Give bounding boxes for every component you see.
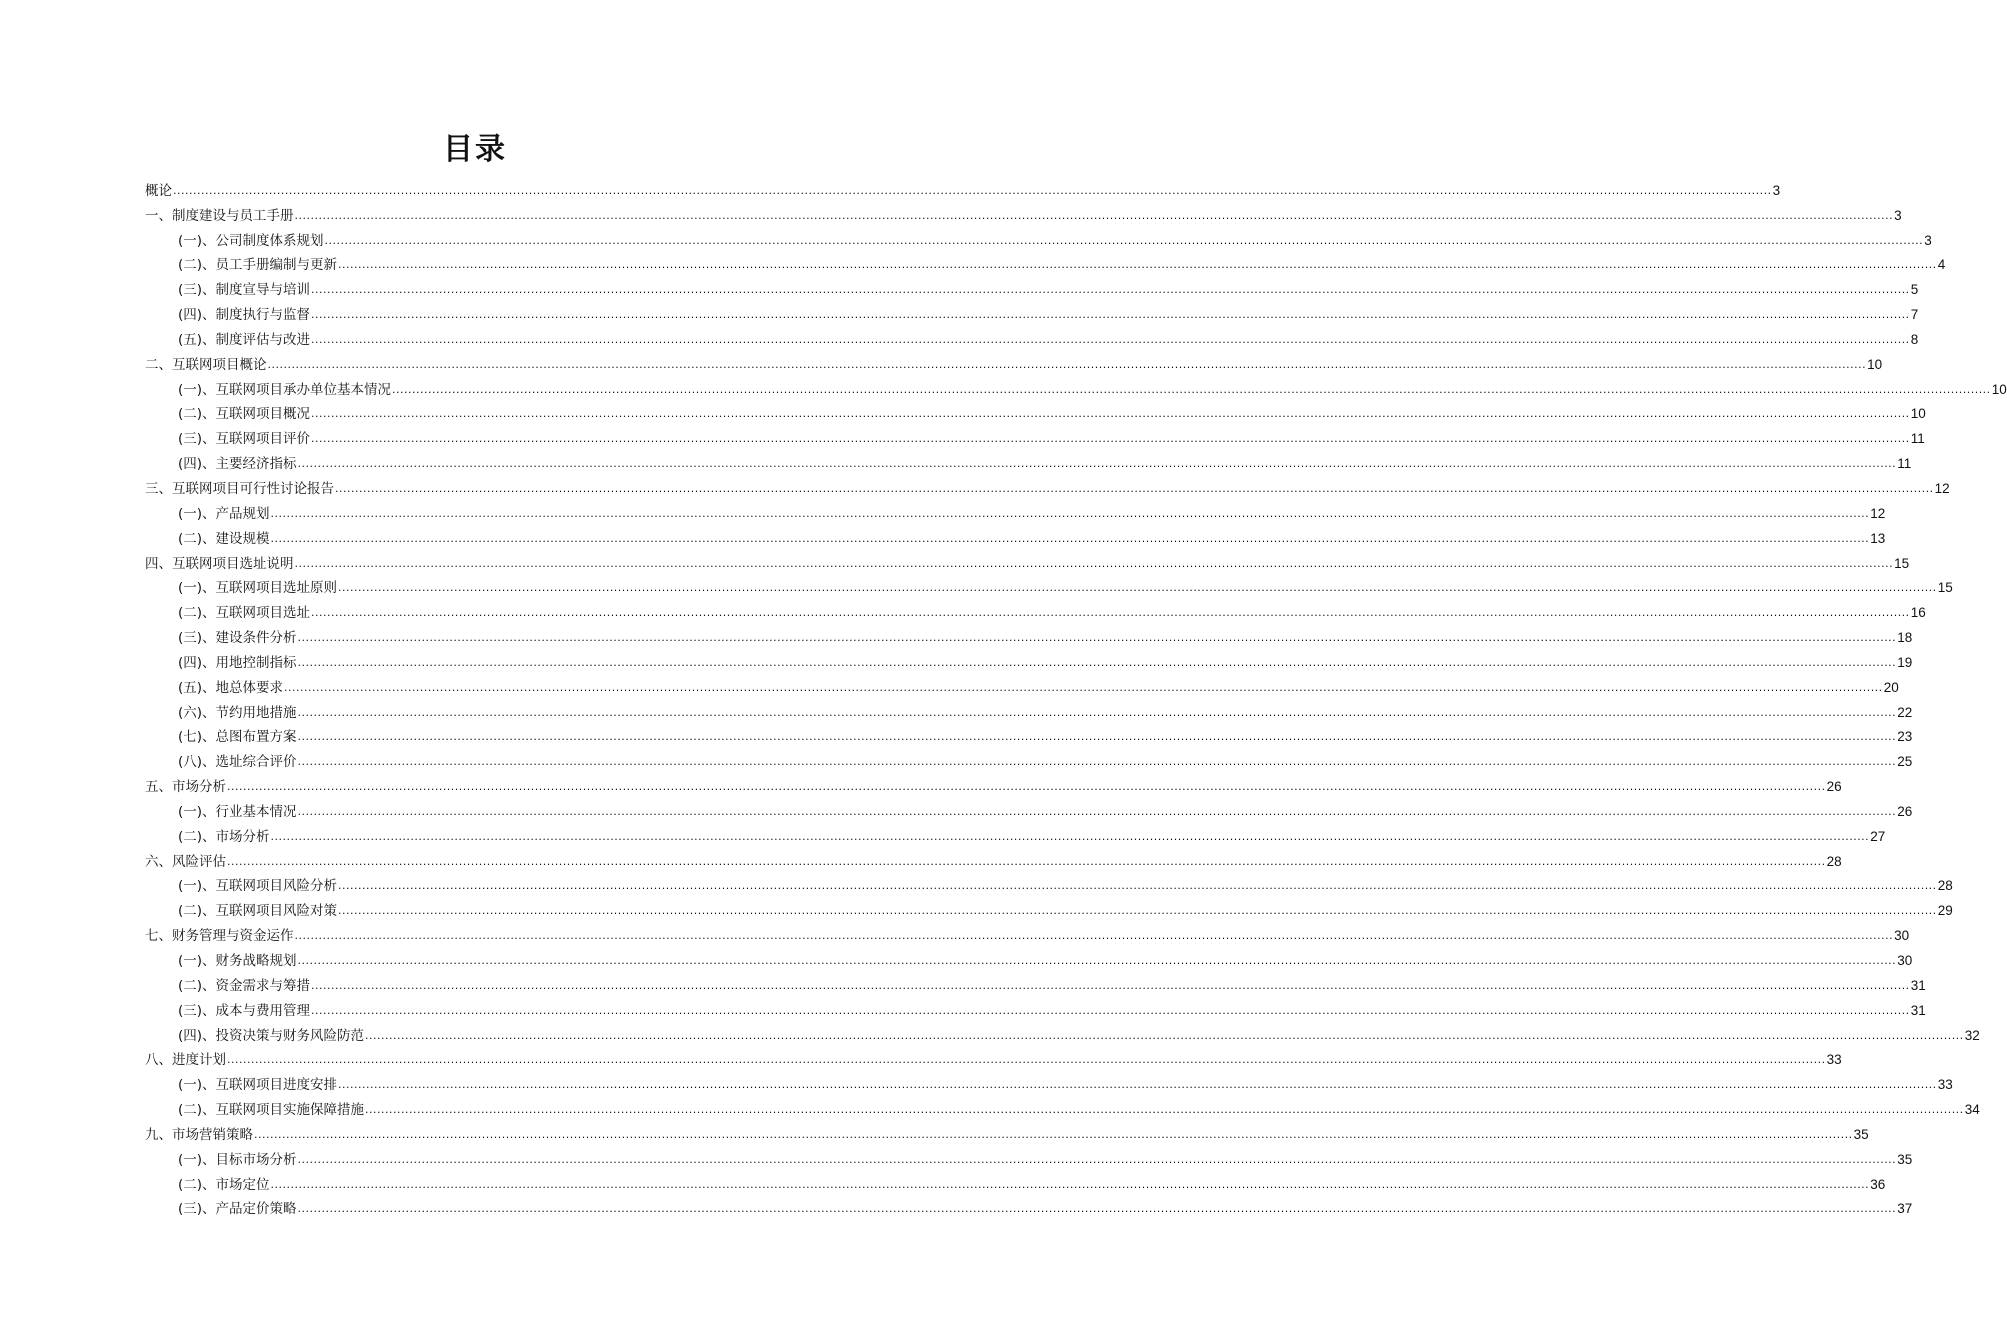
toc-entry-label: (五)、地总体要求 <box>178 679 284 696</box>
toc-entry[interactable] <box>145 746 1913 771</box>
toc-entry-label: (二)、市场定位 <box>178 1176 270 1193</box>
toc-entry-page-number: 30 <box>1894 928 1910 944</box>
toc-entry[interactable] <box>145 175 1781 200</box>
toc-entry-label: 一、制度建设与员工手册 <box>145 207 294 224</box>
toc-entry[interactable] <box>145 647 1913 672</box>
toc-dot-leader: ................................................................................................................................................................................................................................................................................................................................................................................................................ <box>311 606 1910 620</box>
toc-entry-label: 九、市场营销策略 <box>145 1126 253 1143</box>
toc-dot-leader: ................................................................................................................................................................................................................................................................................................................................................................................................................ <box>294 929 1894 943</box>
toc-entry-page-number: 19 <box>1897 654 1913 670</box>
toc-entry-label: 二、互联网项目概论 <box>145 356 267 373</box>
toc-entry-page-number: 12 <box>1870 505 1886 521</box>
toc-entry[interactable] <box>145 1020 1980 1045</box>
toc-entry[interactable] <box>145 722 1913 747</box>
toc-entry-page-number: 37 <box>1897 1201 1913 1217</box>
toc-entry-page-number: 33 <box>1826 1052 1842 1068</box>
toc-dot-leader: ................................................................................................................................................................................................................................................................................................................................................................................................................ <box>270 506 1870 520</box>
toc-entry-page-number: 23 <box>1897 729 1913 745</box>
toc-dot-leader: ................................................................................................................................................................................................................................................................................................................................................................................................................ <box>294 208 1894 222</box>
toc-entry-page-number: 4 <box>1937 257 1946 273</box>
toc-entry[interactable] <box>145 473 1950 498</box>
toc-entry-page-number: 3 <box>1924 232 1932 248</box>
toc-dot-leader: ................................................................................................................................................................................................................................................................................................................................................................................................................ <box>311 308 1910 322</box>
toc-entry[interactable] <box>145 771 1842 796</box>
toc-entry[interactable] <box>145 523 1886 548</box>
toc-entry-page-number: 32 <box>1964 1027 1980 1043</box>
toc-entry[interactable] <box>145 920 1910 945</box>
toc-entry-page-number: 16 <box>1910 605 1926 621</box>
toc-entry[interactable] <box>145 399 1926 424</box>
toc-dot-leader: ................................................................................................................................................................................................................................................................................................................................................................................................................ <box>311 432 1910 446</box>
toc-dot-leader: ................................................................................................................................................................................................................................................................................................................................................................................................................ <box>297 954 1897 967</box>
toc-entry-label: (三)、制度宣导与培训 <box>178 282 311 299</box>
toc-entry-page-number: 3 <box>1894 207 1902 223</box>
toc-entry-page-number: 3 <box>1772 182 1781 198</box>
toc-dot-leader: ................................................................................................................................................................................................................................................................................................................................................................................................................ <box>270 531 1870 545</box>
toc-entry-page-number: 28 <box>1937 878 1953 894</box>
toc-entry[interactable] <box>145 597 1926 622</box>
toc-entry-label: (三)、互联网项目评价 <box>178 431 311 448</box>
toc-entry[interactable] <box>145 1094 1980 1119</box>
toc-entry-label: 五、市场分析 <box>145 779 226 796</box>
toc-entry-page-number: 36 <box>1870 1176 1886 1192</box>
toc-entry[interactable] <box>145 821 1886 846</box>
toc-entry-label: (四)、主要经济指标 <box>178 456 297 473</box>
toc-entry[interactable] <box>145 672 1899 697</box>
toc-entry[interactable] <box>145 324 1919 349</box>
toc-entry-label: (一)、行业基本情况 <box>178 803 297 820</box>
toc-entry[interactable] <box>145 895 1953 920</box>
toc-entry-label: (一)、产品规划 <box>178 505 270 522</box>
toc-dot-leader: ................................................................................................................................................................................................................................................................................................................................................................................................................ <box>254 1127 1853 1141</box>
toc-dot-leader: ................................................................................................................................................................................................................................................................................................................................................................................................................ <box>311 407 1910 421</box>
toc-entry-page-number: 15 <box>1937 580 1953 596</box>
toc-entry-label: 六、风险评估 <box>145 853 226 870</box>
toc-entry-page-number: 20 <box>1883 679 1899 695</box>
toc-entry-label: 七、财务管理与资金运作 <box>145 928 294 945</box>
toc-entry-page-number: 18 <box>1897 630 1913 646</box>
toc-entry[interactable] <box>145 1194 1913 1219</box>
toc-dot-leader: ................................................................................................................................................................................................................................................................................................................................................................................................................ <box>311 1003 1910 1017</box>
toc-dot-leader: ................................................................................................................................................................................................................................................................................................................................................................................................................ <box>335 481 1934 495</box>
toc-entry-label: (一)、互联网项目选址原则 <box>178 580 338 597</box>
toc-dot-leader: ................................................................................................................................................................................................................................................................................................................................................................................................................ <box>297 804 1897 818</box>
toc-dot-leader: ................................................................................................................................................................................................................................................................................................................................................................................................................ <box>297 755 1897 769</box>
toc-entry-page-number: 13 <box>1870 530 1886 546</box>
toc-entry-page-number: 35 <box>1897 1151 1913 1167</box>
toc-entry-label: (二)、互联网项目风险对策 <box>178 903 338 920</box>
toc-entry-label: (一)、互联网项目承办单位基本情况 <box>178 381 392 398</box>
toc-entry-label: (一)、互联网项目风险分析 <box>178 878 338 895</box>
toc-entry-label: 三、互联网项目可行性讨论报告 <box>145 480 334 497</box>
toc-entry-page-number: 35 <box>1853 1126 1869 1142</box>
toc-entry[interactable] <box>145 573 1953 598</box>
toc-entry[interactable] <box>145 423 1925 448</box>
toc-dot-leader: ................................................................................................................................................................................................................................................................................................................................................................................................................ <box>173 183 1772 197</box>
toc-entry-page-number: 26 <box>1826 779 1842 795</box>
toc-entry[interactable] <box>145 846 1842 871</box>
toc-dot-leader: ................................................................................................................................................................................................................................................................................................................................................................................................................ <box>297 1152 1897 1166</box>
toc-dot-leader: ................................................................................................................................................................................................................................................................................................................................................................................................................ <box>365 1103 1964 1117</box>
toc-entry-label: (二)、互联网项目概况 <box>178 406 311 423</box>
toc-dot-leader: ................................................................................................................................................................................................................................................................................................................................................................................................................ <box>297 705 1897 719</box>
toc-entry[interactable] <box>145 374 2007 399</box>
toc-dot-leader: ................................................................................................................................................................................................................................................................................................................................................................................................................ <box>338 258 1937 272</box>
toc-entry-label: (一)、目标市场分析 <box>178 1151 297 1168</box>
toc-dot-leader: ................................................................................................................................................................................................................................................................................................................................................................................................................ <box>270 1177 1870 1191</box>
toc-entry-page-number: 31 <box>1910 1002 1926 1018</box>
toc-entry-page-number: 8 <box>1910 331 1919 347</box>
toc-entry[interactable] <box>145 697 1913 722</box>
toc-entry-label: (三)、产品定价策略 <box>178 1201 297 1218</box>
toc-entry-label: (二)、员工手册编制与更新 <box>178 257 338 274</box>
toc-entry-label: (二)、市场分析 <box>178 828 270 845</box>
toc-entry-page-number: 10 <box>1910 406 1926 422</box>
toc-entry[interactable] <box>145 796 1913 821</box>
toc-dot-leader: ................................................................................................................................................................................................................................................................................................................................................................................................................ <box>365 1028 1964 1042</box>
toc-dot-leader: ................................................................................................................................................................................................................................................................................................................................................................................................................ <box>294 556 1894 570</box>
toc-entry[interactable] <box>145 274 1919 299</box>
toc-dot-leader: ................................................................................................................................................................................................................................................................................................................................................................................................................ <box>227 780 1826 794</box>
toc-entry-label: (二)、互联网项目选址 <box>178 605 311 622</box>
toc-entry[interactable] <box>145 622 1913 647</box>
toc-dot-leader: ................................................................................................................................................................................................................................................................................................................................................................................................................ <box>392 382 1991 396</box>
toc-entry[interactable] <box>145 970 1926 995</box>
toc-entry[interactable] <box>145 1144 1913 1169</box>
toc-entry-label: (一)、互联网项目进度安排 <box>178 1077 338 1094</box>
toc-entry-page-number: 11 <box>1910 431 1925 447</box>
toc-entry[interactable] <box>145 1169 1886 1194</box>
toc-entry-page-number: 5 <box>1910 282 1919 298</box>
toc-entry[interactable] <box>145 871 1953 896</box>
toc-entry-page-number: 28 <box>1826 853 1842 869</box>
toc-dot-leader: ................................................................................................................................................................................................................................................................................................................................................................................................................ <box>267 357 1867 371</box>
toc-title: 目录 <box>443 132 507 167</box>
toc-entry-page-number: 22 <box>1897 704 1913 720</box>
toc-entry-label: (一)、公司制度体系规划 <box>178 232 324 249</box>
toc-dot-leader: ................................................................................................................................................................................................................................................................................................................................................................................................................ <box>311 332 1910 346</box>
toc-entry-page-number: 12 <box>1934 480 1950 496</box>
toc-entry-page-number: 29 <box>1937 903 1953 919</box>
toc-entry-label: 八、进度计划 <box>145 1052 226 1069</box>
toc-entry-page-number: 31 <box>1910 977 1926 993</box>
toc-dot-leader: ................................................................................................................................................................................................................................................................................................................................................................................................................ <box>297 1202 1897 1216</box>
toc-dot-leader: ................................................................................................................................................................................................................................................................................................................................................................................................................ <box>311 283 1910 297</box>
toc-entry-page-number: 34 <box>1964 1102 1980 1118</box>
toc-dot-leader: ................................................................................................................................................................................................................................................................................................................................................................................................................ <box>270 829 1870 843</box>
toc-dot-leader: ................................................................................................................................................................................................................................................................................................................................................................................................................ <box>338 1078 1937 1092</box>
toc-dot-leader: ................................................................................................................................................................................................................................................................................................................................................................................................................ <box>297 730 1897 744</box>
toc-dot-leader: ................................................................................................................................................................................................................................................................................................................................................................................................................ <box>297 631 1897 645</box>
toc-entry-label: (五)、制度评估与改进 <box>178 331 311 348</box>
toc-entry[interactable] <box>145 995 1926 1020</box>
toc-entry-page-number: 10 <box>1867 356 1883 372</box>
toc-entry[interactable] <box>145 349 1883 374</box>
toc-dot-leader: ................................................................................................................................................................................................................................................................................................................................................................................................................ <box>338 904 1937 918</box>
toc-entry-label: (三)、建设条件分析 <box>178 630 297 647</box>
toc-entry-label: (八)、选址综合评价 <box>178 754 297 771</box>
toc-entry-page-number: 10 <box>1991 381 2007 397</box>
toc-entry[interactable] <box>145 548 1910 573</box>
toc-dot-leader: ................................................................................................................................................................................................................................................................................................................................................................................................................ <box>227 1053 1826 1067</box>
toc-entry[interactable] <box>145 299 1919 324</box>
toc-entry-label: (七)、总图布置方案 <box>178 729 297 746</box>
toc-dot-leader: ................................................................................................................................................................................................................................................................................................................................................................................................................ <box>227 854 1826 868</box>
toc-entry-label: (四)、制度执行与监督 <box>178 307 311 324</box>
toc-dot-leader: ................................................................................................................................................................................................................................................................................................................................................................................................................ <box>324 233 1924 247</box>
toc-entry-label: (四)、投资决策与财务风险防范 <box>178 1027 365 1044</box>
toc-entry[interactable] <box>145 1119 1869 1144</box>
toc-dot-leader: ................................................................................................................................................................................................................................................................................................................................................................................................................ <box>338 879 1937 893</box>
toc-entry-label: (二)、互联网项目实施保障措施 <box>178 1102 365 1119</box>
toc-dot-leader: ................................................................................................................................................................................................................................................................................................................................................................................................................ <box>284 680 1883 694</box>
toc-entry[interactable] <box>145 225 1932 250</box>
toc-dot-leader: ................................................................................................................................................................................................................................................................................................................................................................................................................ <box>297 457 1897 471</box>
toc-entry[interactable] <box>145 250 1946 275</box>
toc-entry-label: (六)、节约用地措施 <box>178 704 297 721</box>
toc-entry[interactable] <box>145 945 1913 970</box>
toc-dot-leader: ................................................................................................................................................................................................................................................................................................................................................................................................................ <box>338 581 1937 595</box>
toc-entry[interactable] <box>145 1069 1953 1094</box>
toc-entry-label: (一)、财务战略规划 <box>178 953 297 969</box>
toc-entry-label: (二)、资金需求与筹措 <box>178 977 311 994</box>
toc-entry-label: 概论 <box>145 182 172 199</box>
toc-entry-label: (四)、用地控制指标 <box>178 654 297 671</box>
toc-entry-page-number: 26 <box>1897 803 1913 819</box>
toc-entry-page-number: 11 <box>1897 456 1912 472</box>
table-of-contents <box>145 175 2007 1218</box>
toc-entry-page-number: 15 <box>1894 555 1910 571</box>
toc-entry-label: (二)、建设规模 <box>178 530 270 547</box>
toc-entry-page-number: 33 <box>1937 1077 1953 1093</box>
toc-entry-page-number: 7 <box>1910 307 1919 323</box>
toc-entry[interactable] <box>145 448 1912 473</box>
toc-entry-page-number: 27 <box>1870 828 1886 844</box>
toc-entry-page-number: 25 <box>1897 754 1913 770</box>
toc-entry[interactable] <box>145 1045 1842 1070</box>
toc-dot-leader: ................................................................................................................................................................................................................................................................................................................................................................................................................ <box>311 978 1910 992</box>
toc-entry-label: (三)、成本与费用管理 <box>178 1002 311 1019</box>
toc-entry[interactable] <box>145 200 1902 225</box>
toc-entry[interactable] <box>145 498 1886 523</box>
toc-entry-label: 四、互联网项目选址说明 <box>145 555 294 572</box>
toc-entry-page-number: 30 <box>1897 953 1913 968</box>
toc-dot-leader: ................................................................................................................................................................................................................................................................................................................................................................................................................ <box>297 655 1897 669</box>
